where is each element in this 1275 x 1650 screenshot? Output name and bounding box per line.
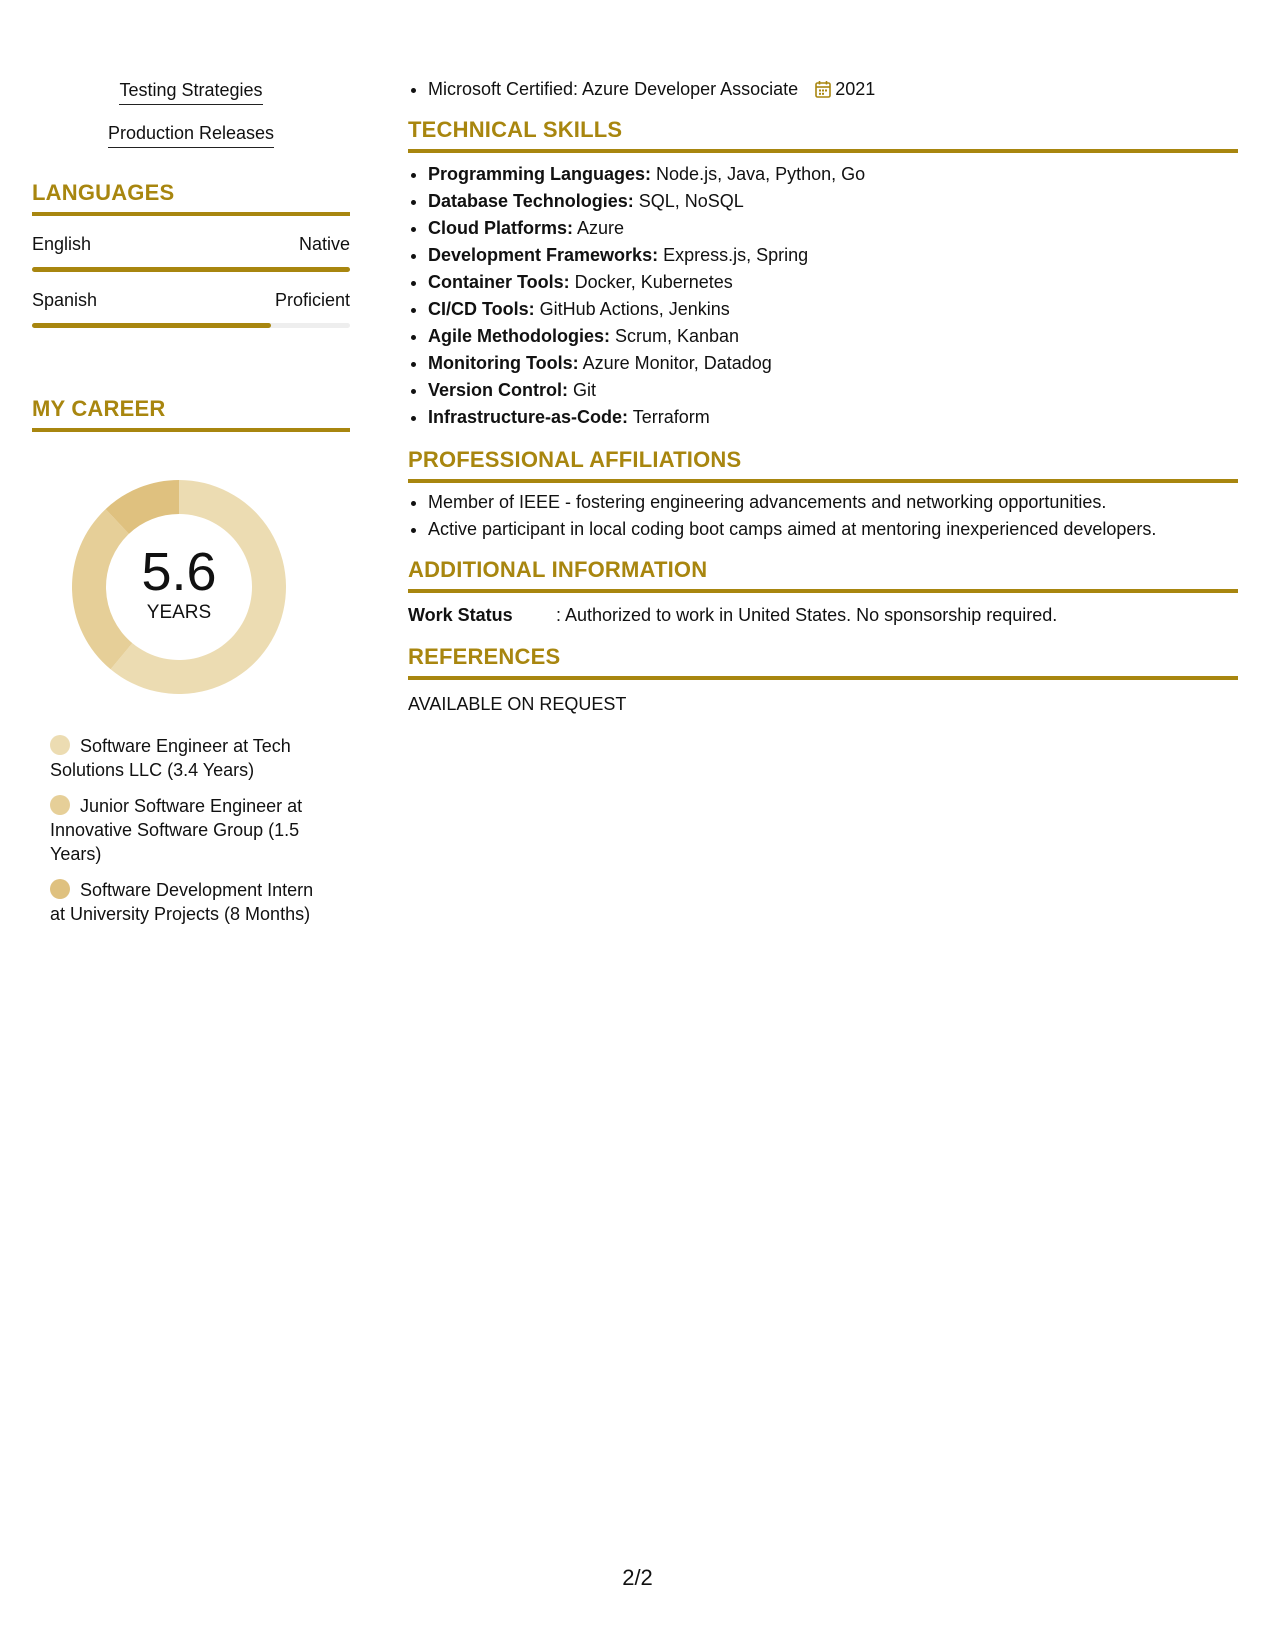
skill-item: • Monitoring Tools: Azure Monitor, Datadog bbox=[428, 350, 1238, 377]
language-english bbox=[32, 234, 350, 272]
skill-item: • Database Technologies: SQL, NoSQL bbox=[428, 188, 1238, 215]
language-proficiency-fill bbox=[32, 323, 271, 328]
references-text: AVAILABLE ON REQUEST bbox=[408, 694, 627, 714]
skill-item: • Version Control: Git bbox=[428, 377, 1238, 404]
skill-item: • Agile Methodologies: Scrum, Kanban bbox=[428, 323, 1238, 350]
career-total-unit: YEARS bbox=[146, 602, 212, 623]
career-total-years: 5.6 bbox=[141, 542, 217, 602]
skill-item: • CI/CD Tools: GitHub Actions, Jenkins bbox=[428, 296, 1238, 323]
certification-year: 2021 bbox=[835, 79, 876, 99]
skill-item: • Container Tools: Docker, Kubernetes bbox=[428, 269, 1238, 296]
work-status-row bbox=[408, 605, 1238, 626]
skill-item: • Development Frameworks: Express.js, Spring bbox=[428, 242, 1238, 269]
technical-skills-list bbox=[408, 161, 1238, 431]
affiliation-item: • Active participant in local coding boot camps aimed at mentoring inexperienced developers. bbox=[428, 516, 1238, 543]
language-proficiency-bar bbox=[32, 267, 350, 272]
languages-title: LANGUAGES bbox=[32, 180, 350, 216]
affiliation-item: • Member of IEEE - fostering engineering advancements and networking opportunities. bbox=[428, 489, 1238, 516]
career-legend bbox=[50, 734, 320, 926]
career-donut-chart bbox=[66, 474, 292, 700]
language-level: Native bbox=[298, 234, 350, 254]
language-name: English bbox=[32, 234, 92, 254]
work-status-label: Work Status bbox=[408, 605, 513, 625]
skill-item: • Cloud Platforms: Azure bbox=[428, 215, 1238, 242]
certification-item: • Microsoft Certified: Azure Developer Associate 2021 bbox=[428, 76, 1238, 103]
affiliations-title: PROFESSIONAL AFFILIATIONS bbox=[408, 447, 1238, 483]
skill-tag: Testing Strategies bbox=[32, 80, 350, 105]
language-proficiency-bar bbox=[32, 323, 350, 328]
legend-dot bbox=[50, 879, 70, 899]
skill-item: • Programming Languages: Node.js, Java, Python, Go bbox=[428, 161, 1238, 188]
skill-tag: Production Releases bbox=[32, 123, 350, 148]
legend-dot bbox=[50, 735, 70, 755]
legend-item: Junior Software Engineer at Innovative Software Group (1.5 Years) bbox=[50, 796, 303, 864]
legend-dot bbox=[50, 795, 70, 815]
career-title: MY CAREER bbox=[32, 396, 350, 432]
legend-item: Software Engineer at Tech Solutions LLC (3.4 Years) bbox=[50, 736, 291, 780]
language-name: Spanish bbox=[32, 290, 98, 310]
work-status-value: : Authorized to work in United States. No sponsorship required. bbox=[556, 605, 1058, 625]
calendar-icon bbox=[815, 80, 831, 98]
references-title: REFERENCES bbox=[408, 644, 1238, 680]
skill-item: • Infrastructure-as-Code: Terraform bbox=[428, 404, 1238, 431]
affiliations-list bbox=[408, 489, 1238, 543]
legend-item: Software Development Intern at University Projects (8 Months) bbox=[50, 880, 314, 924]
language-spanish bbox=[32, 290, 350, 328]
sidebar bbox=[32, 80, 350, 938]
main-content bbox=[408, 76, 1238, 715]
additional-info-title: ADDITIONAL INFORMATION bbox=[408, 557, 1238, 593]
language-proficiency-fill bbox=[32, 267, 350, 272]
certification-list bbox=[408, 76, 1238, 103]
technical-skills-title: TECHNICAL SKILLS bbox=[408, 117, 1238, 153]
page-number: 2/2 bbox=[622, 1565, 653, 1590]
language-level: Proficient bbox=[274, 290, 350, 310]
